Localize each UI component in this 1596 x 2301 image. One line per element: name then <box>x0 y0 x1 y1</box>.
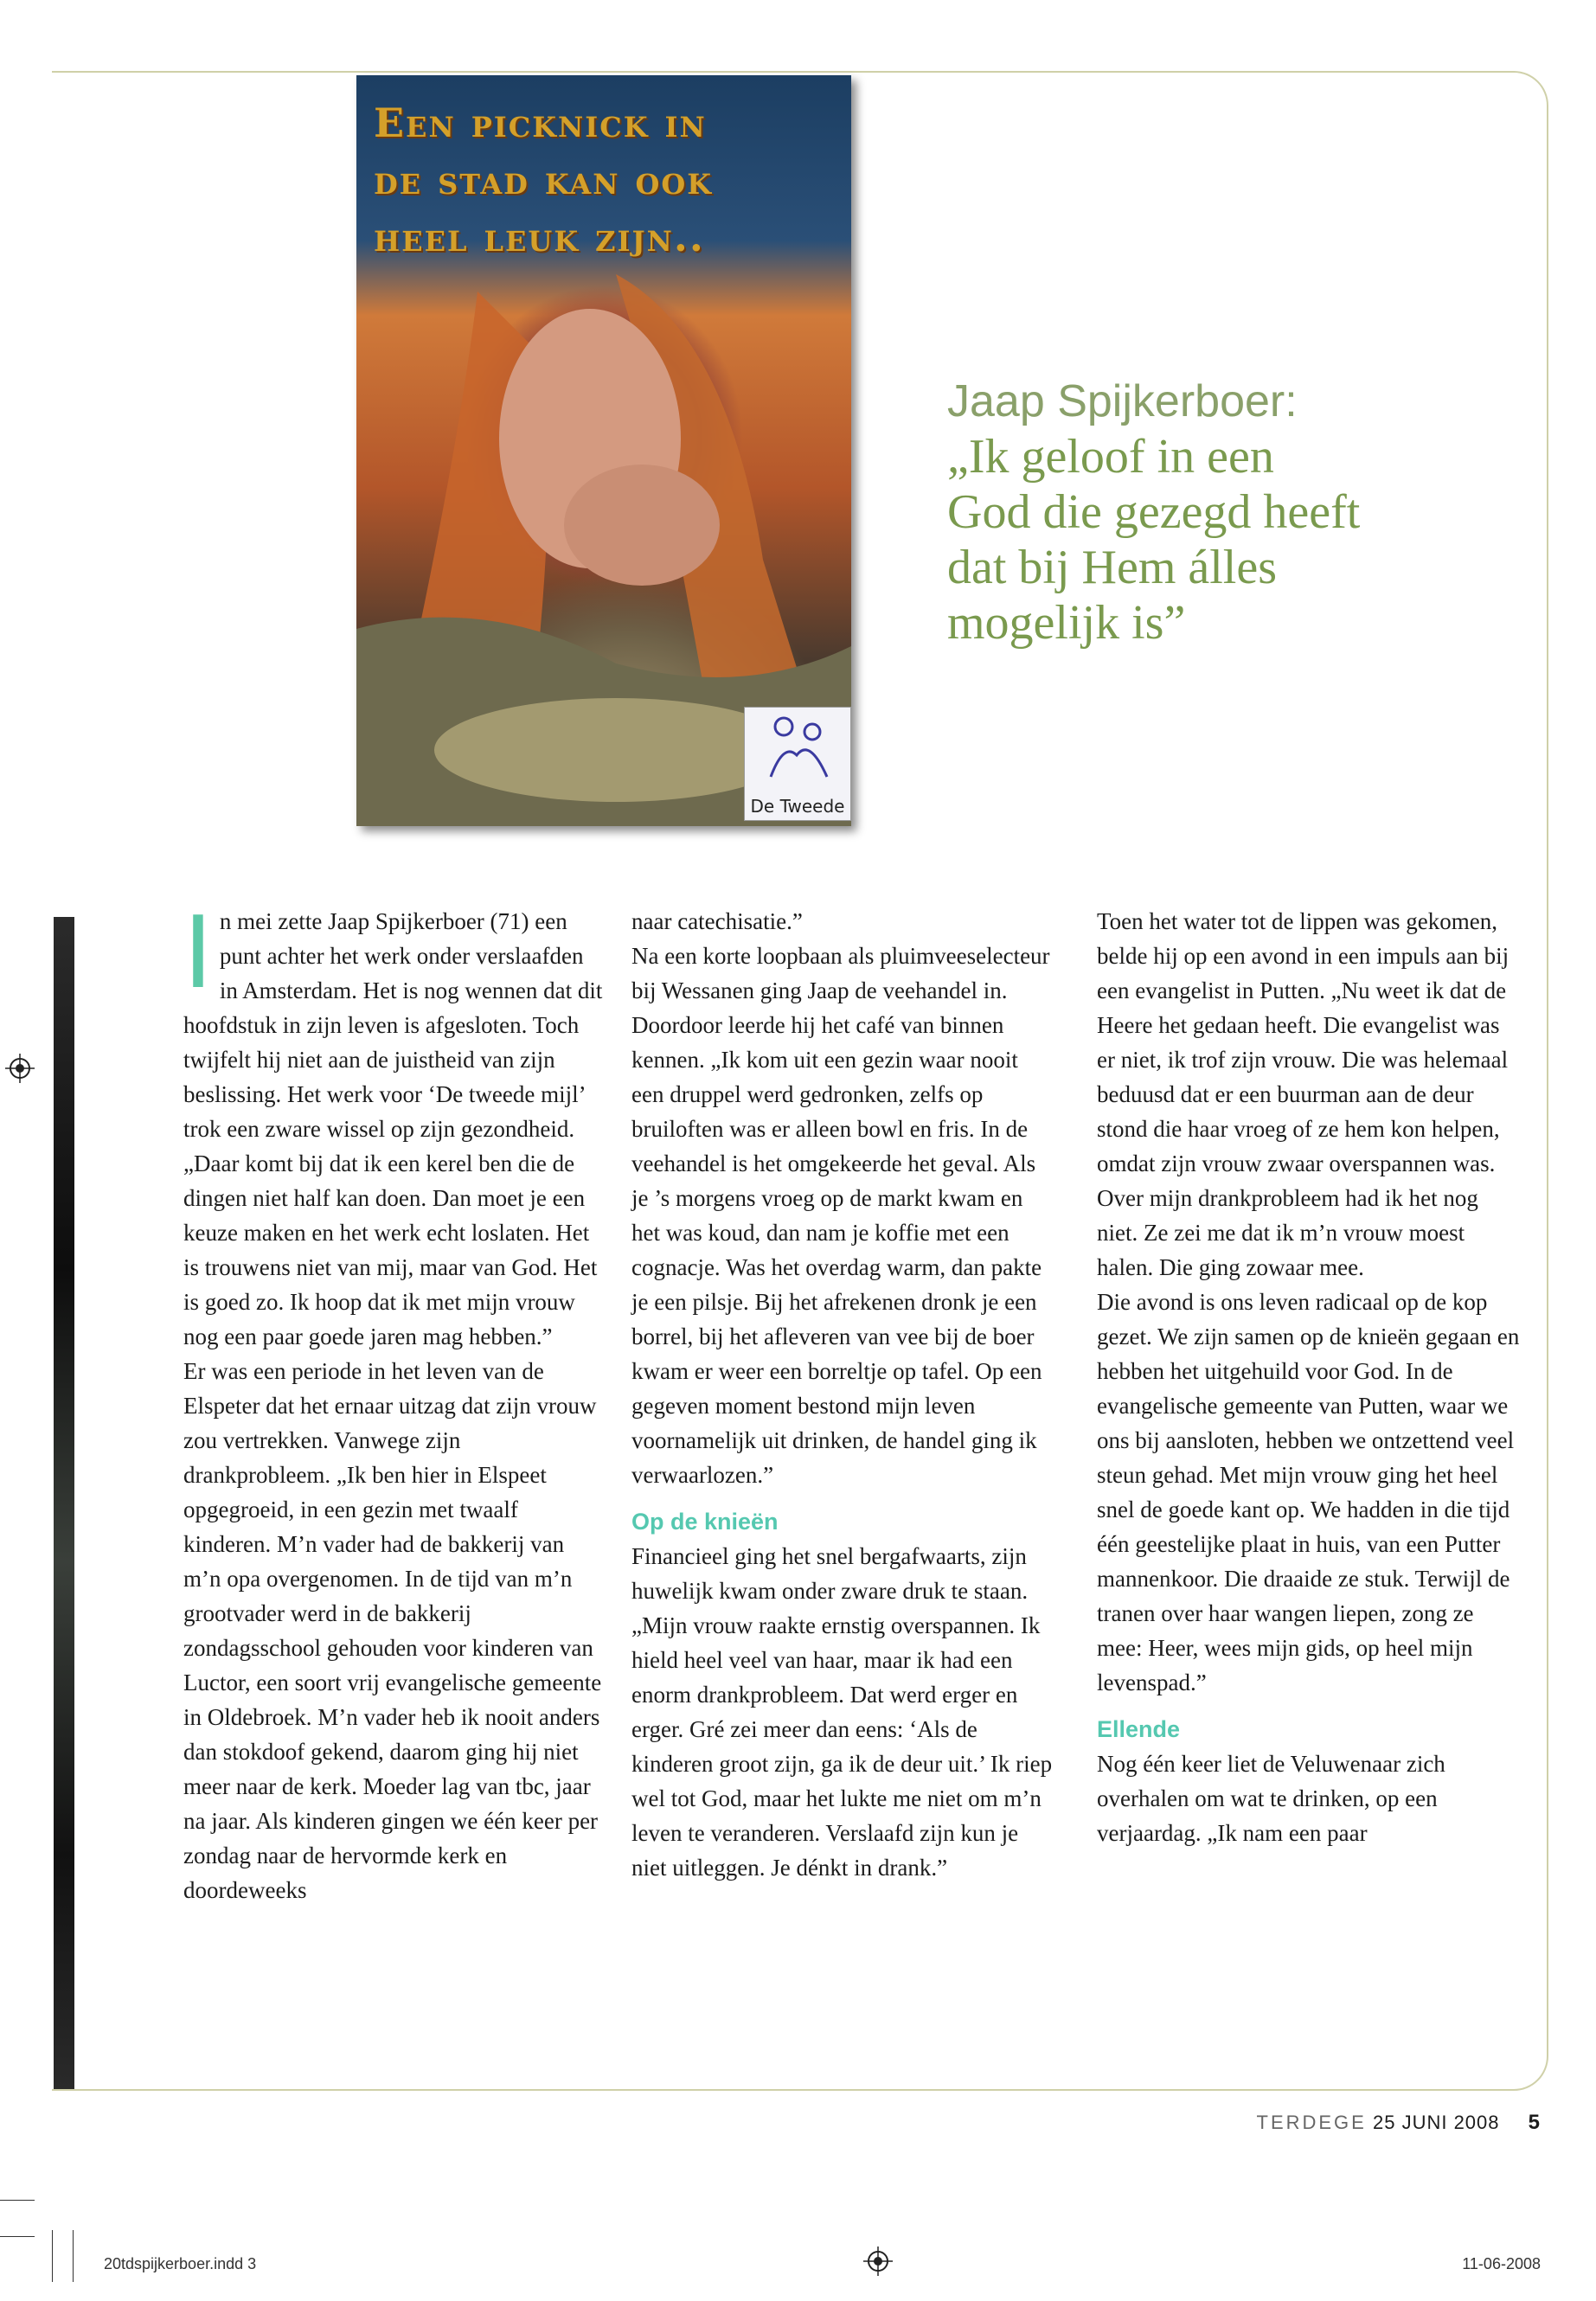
article-column-3 <box>1097 904 1521 1850</box>
paragraph: Er was een periode in het leven van de Elspeter dat het ernaar uitzag dat zijn vrouw zou vertrekken. Vanwege zijn drankprobleem. „Ik ben hier in Elspeet opgegroeid, in een gezin met twaalf kinderen. M’n vader had de bakkerij van m’n opa overgenomen. In de tijd van m’n grootvader werd in de bakkerij zondagsschool gehouden voor kinderen van Luctor, een soort vrij evangelische gemeente in Oldebroek. M’n vader heb ik nooit anders dan stokdoof gekend, daarom ging hij niet meer naar de kerk. Moeder lag van tbc, jaar na jaar. Als kinderen gingen we één keer per zondag naar de hervormde kerk en doordeweeks <box>183 1358 602 1903</box>
headline-quote-line: „Ik geloof in een <box>947 430 1274 484</box>
paragraph: naar catechisatie.” <box>631 908 803 934</box>
article-column-1 <box>183 892 607 1907</box>
logo-text: De Tweede <box>750 796 845 817</box>
subheading: Op de knieën <box>631 1509 779 1535</box>
de-tweede-mijl-logo <box>744 707 851 821</box>
headline-quote-line: God die gezegd heeft <box>947 485 1361 539</box>
magazine-name: TERDEGE <box>1256 2112 1367 2133</box>
poster-slogan <box>374 94 841 266</box>
headline-quote-line: dat bij Hem álles <box>947 541 1278 594</box>
article-column-2 <box>631 904 1055 1885</box>
paragraph: Toen het water tot de lippen was gekomen, belde hij op een avond in een impuls aan bij een evangelist in Putten. „Nu weet ik dat de Heere het gedaan heeft. Die evangelist was er niet, ik trof zijn vrouw. Die was helemaal beduusd dat er een buurman aan de deur stond die haar vroeg of ze hem kon helpen, omdat zijn vrouw zwaar overspannen was. Over mijn drankprobleem had ik het nog niet. Ze zei me dat ik m’n vrouw moest halen. Die ging zowaar mee. <box>1097 908 1509 1280</box>
registration-mark-icon <box>5 1054 35 1083</box>
crop-mark <box>73 2230 74 2282</box>
poster-line: heel leuk zijn.. <box>374 214 705 260</box>
headline-author: Jaap Spijkerboer: <box>947 376 1298 426</box>
figures-logo-icon <box>745 708 850 790</box>
poster-line: Een picknick in <box>374 99 707 146</box>
paragraph: Die avond is ons leven radicaal op de kop gezet. We zijn samen op de knieën gegaan en hebben het uitgehuild voor God. In de evangelische gemeente van Putten, waar we ons bij aansloten, hebben we ontzettend veel steun gehad. Met mijn vrouw ging het heel snel de goede kant op. We hadden in die tijd één geestelijke plaat in huis, van een Putter mannenkoor. Die draaide ze stuk. Terwijl de tranen over haar wangen liepen, zong ze mee: Heer, wees mijn gids, op heel mijn levenspad.” <box>1097 1289 1520 1695</box>
article-headline <box>947 374 1518 651</box>
paragraph: Nog één keer liet de Veluwenaar zich overhalen om wat te drinken, op een verjaardag. „Ik nam een paar <box>1097 1751 1445 1846</box>
issue-date: 25 JUNI 2008 <box>1372 2112 1500 2133</box>
page-footer <box>1257 2111 1542 2135</box>
adjacent-page-photo-strip <box>54 917 74 2089</box>
poster-line: de stad kan ook <box>374 157 714 203</box>
paragraph: n mei zette Jaap Spijkerboer (71) een punt achter het werk onder verslaafden in Amsterdam. Het is nog wennen dat dit hoofdstuk in zijn leven is afgesloten. Toch twijfelt hij niet aan de juistheid van zijn beslissing. Het werk voor ‘De tweede mijl’ trok een zware wissel op zijn gezondheid. „Daar komt bij dat ik een kerel ben die de dingen niet half kan doen. Dan moet je een keuze maken en het werk echt loslaten. Het is trouwens niet van mij, maar van God. Het is goed zo. Ik hoop dat ik met mijn vrouw nog een paar goede jaren mag hebben.” <box>183 908 603 1349</box>
paragraph: Financieel ging het snel bergafwaarts, zijn huwelijk kwam onder zware druk te staan. „Mijn vrouw raakte ernstig overspannen. Ik hield heel veel van haar, maar ik had een enorm drankprobleem. Dat werd erger en erger. Gré zei meer dan eens: ‘Als de kinderen groot zijn, ga ik de deur uit.’ Ik riep wel tot God, maar het lukte me niet om m’n leven te veranderen. Verslaafd zijn kun je niet uitleggen. Je dénkt in drank.” <box>631 1543 1053 1881</box>
poster-photo <box>356 75 851 826</box>
headline-quote-line: mogelijk is” <box>947 596 1186 650</box>
page-number: 5 <box>1528 2111 1541 2134</box>
paragraph: Na een korte loopbaan als pluimveeselecteur bij Wessanen ging Jaap de veehandel in. Doordoor leerde hij het café van binnen kennen. „Ik kom uit een gezin waar nooit een druppel werd gedronken, zelfs op bruiloften was er alleen bowl en fris. In de veehandel is het omgekeerde het geval. Als je ’s morgens vroeg op de markt kwam en het was koud, dan nam je koffie met een cognacje. Was het overdag warm, dan pakte je een pilsje. Bij het afrekenen dronk je een borrel, bij het afleveren van vee bij de boer kwam er weer een borreltje op tafel. Op een gegeven moment bestond mijn leven voornamelijk uit drinken, de handel ging ik verwaarlozen.” <box>631 943 1050 1488</box>
crop-mark <box>52 2230 53 2282</box>
registration-mark-icon <box>863 2247 893 2276</box>
drop-cap: I <box>183 892 213 1009</box>
crop-mark <box>0 2236 35 2237</box>
subheading: Ellende <box>1097 1716 1181 1742</box>
crop-mark <box>0 2200 35 2201</box>
slug-date: 11-06-2008 <box>1462 2255 1541 2272</box>
slug-filename: 20tdspijkerboer.indd 3 <box>104 2255 257 2272</box>
